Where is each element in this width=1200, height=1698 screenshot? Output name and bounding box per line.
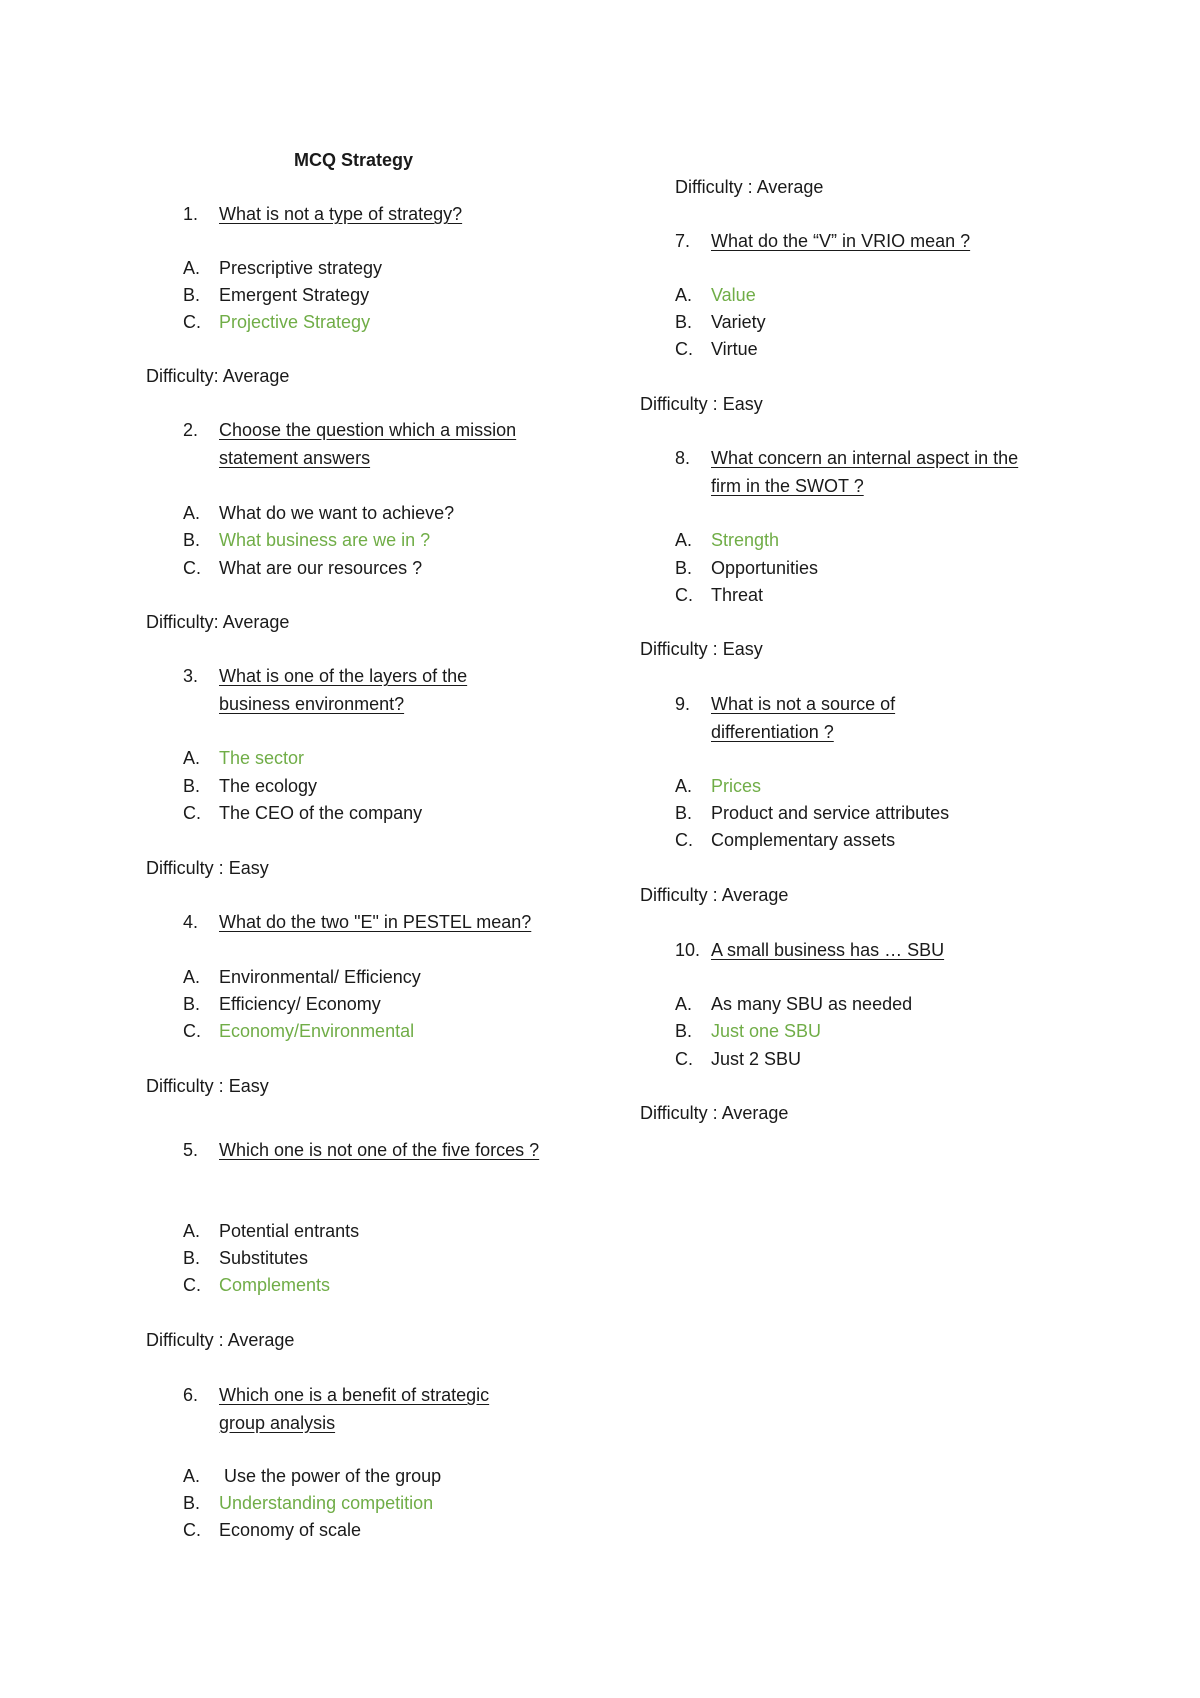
option-letter: A.	[183, 1466, 201, 1486]
option-letter: A.	[675, 994, 693, 1014]
option-4a	[183, 964, 421, 992]
question-number: 6.	[183, 1385, 199, 1405]
option-9a-correct	[675, 773, 761, 801]
difficulty-label: Difficulty: Average	[146, 612, 290, 632]
difficulty-label: Difficulty: Average	[146, 366, 290, 386]
option-1b	[183, 282, 369, 310]
question-number: 2.	[183, 420, 199, 440]
option-5a	[183, 1218, 359, 1246]
question-text: What is not a type of strategy?	[219, 204, 463, 224]
option-7b	[675, 309, 766, 337]
option-text: Opportunities	[711, 558, 819, 578]
question-number: 9.	[675, 694, 691, 714]
option-7c	[675, 336, 758, 364]
option-text: Use the power of the group	[219, 1466, 442, 1486]
option-letter: B.	[183, 1248, 201, 1268]
question-number: 5.	[183, 1140, 199, 1160]
option-letter: A.	[675, 285, 693, 305]
option-text: What business are we in ?	[219, 530, 431, 550]
difficulty-label: Difficulty : Easy	[640, 639, 763, 659]
option-letter: B.	[183, 994, 201, 1014]
option-text: Emergent Strategy	[219, 285, 370, 305]
option-5c-correct	[183, 1272, 330, 1300]
difficulty-label: Difficulty : Easy	[146, 1076, 269, 1096]
option-letter: A.	[183, 503, 201, 523]
option-2c	[183, 555, 422, 583]
option-letter: C.	[675, 585, 693, 605]
option-8b	[675, 555, 818, 583]
option-3a-correct	[183, 745, 304, 773]
question-number: 7.	[675, 231, 691, 251]
question-text: A small business has … SBU	[711, 940, 945, 960]
option-letter: B.	[183, 285, 201, 305]
option-text: Value	[711, 285, 756, 305]
difficulty-label: Difficulty : Average	[640, 1103, 789, 1123]
option-letter: A.	[183, 1221, 201, 1241]
option-8c	[675, 582, 763, 610]
option-text: Understanding competition	[219, 1493, 434, 1513]
option-text: What do we want to achieve?	[219, 503, 455, 523]
question-text: What do the “V” in VRIO mean ?	[711, 231, 971, 251]
option-text: Prices	[711, 776, 762, 796]
option-text: What are our resources ?	[219, 558, 423, 578]
option-9c	[675, 827, 895, 855]
option-4c-correct	[183, 1018, 414, 1046]
option-letter: C.	[183, 1275, 201, 1295]
option-2a	[183, 500, 454, 528]
option-text: Complements	[219, 1275, 331, 1295]
difficulty-label: Difficulty : Average	[146, 1330, 295, 1350]
question-number: 4.	[183, 912, 199, 932]
option-text: Virtue	[711, 339, 758, 359]
option-text: Economy/Environmental	[219, 1021, 415, 1041]
option-letter: C.	[183, 1520, 201, 1540]
option-10b-correct	[675, 1018, 821, 1046]
difficulty-label: Difficulty : Average	[640, 885, 789, 905]
option-text: Just 2 SBU	[711, 1049, 802, 1069]
option-9b	[675, 800, 949, 828]
option-10c	[675, 1046, 801, 1074]
option-8a-correct	[675, 527, 779, 555]
option-3c	[183, 800, 422, 828]
question-text: Which one is a benefit of strategic group analysis	[219, 1385, 490, 1433]
option-7a-correct	[675, 282, 756, 310]
option-text: Prescriptive strategy	[219, 258, 383, 278]
option-letter: C.	[675, 339, 693, 359]
question-number: 8.	[675, 448, 691, 468]
option-text: Substitutes	[219, 1248, 309, 1268]
option-letter: C.	[183, 558, 201, 578]
option-letter: A.	[675, 530, 693, 550]
option-text: Product and service attributes	[711, 803, 950, 823]
difficulty-label: Difficulty : Easy	[640, 394, 763, 414]
question-text: Choose the question which a mission statement answers	[219, 420, 517, 468]
option-text: Projective Strategy	[219, 312, 371, 332]
option-text: Economy of scale	[219, 1520, 362, 1540]
option-text: The sector	[219, 748, 305, 768]
question-text: Which one is not one of the five forces ?	[219, 1140, 540, 1160]
page-title: MCQ Strategy	[294, 150, 414, 170]
option-text: The ecology	[219, 776, 318, 796]
option-text: The CEO of the company	[219, 803, 423, 823]
option-text: Potential entrants	[219, 1221, 360, 1241]
option-6a	[183, 1463, 441, 1491]
question-number: 1.	[183, 204, 199, 224]
option-letter: A.	[183, 967, 201, 987]
option-letter: C.	[183, 312, 201, 332]
option-letter: B.	[675, 312, 693, 332]
option-text: Strength	[711, 530, 780, 550]
option-text: Complementary assets	[711, 830, 896, 850]
option-10a	[675, 991, 912, 1019]
difficulty-label: Difficulty : Easy	[146, 858, 269, 878]
option-letter: A.	[675, 776, 693, 796]
option-1c-correct	[183, 309, 370, 337]
option-text: Variety	[711, 312, 766, 332]
option-1a	[183, 255, 382, 283]
option-6c	[183, 1517, 361, 1545]
question-text: What do the two "E" in PESTEL mean?	[219, 912, 532, 932]
question-text: What concern an internal aspect in the firm in the SWOT ?	[711, 448, 1019, 496]
option-letter: B.	[675, 1021, 693, 1041]
option-letter: C.	[675, 1049, 693, 1069]
option-letter: B.	[183, 1493, 201, 1513]
option-text: As many SBU as needed	[711, 994, 913, 1014]
option-text: Just one SBU	[711, 1021, 822, 1041]
option-letter: B.	[675, 803, 693, 823]
question-number: 3.	[183, 666, 199, 686]
option-letter: C.	[183, 1021, 201, 1041]
option-4b	[183, 991, 381, 1019]
option-letter: C.	[675, 830, 693, 850]
option-letter: B.	[183, 776, 201, 796]
option-3b	[183, 773, 317, 801]
question-text: What is one of the layers of the business environment?	[219, 666, 468, 714]
option-letter: A.	[183, 258, 201, 278]
option-letter: B.	[183, 530, 201, 550]
question-text: What is not a source of differentiation ?	[711, 694, 896, 742]
option-text: Efficiency/ Economy	[219, 994, 381, 1014]
option-letter: A.	[183, 748, 201, 768]
option-letter: C.	[183, 803, 201, 823]
option-text: Threat	[711, 585, 764, 605]
question-number: 10.	[675, 940, 701, 960]
option-6b-correct	[183, 1490, 433, 1518]
option-5b	[183, 1245, 308, 1273]
option-2b-correct	[183, 527, 430, 555]
option-letter: B.	[675, 558, 693, 578]
option-text: Environmental/ Efficiency	[219, 967, 421, 987]
difficulty-label: Difficulty : Average	[675, 177, 824, 197]
